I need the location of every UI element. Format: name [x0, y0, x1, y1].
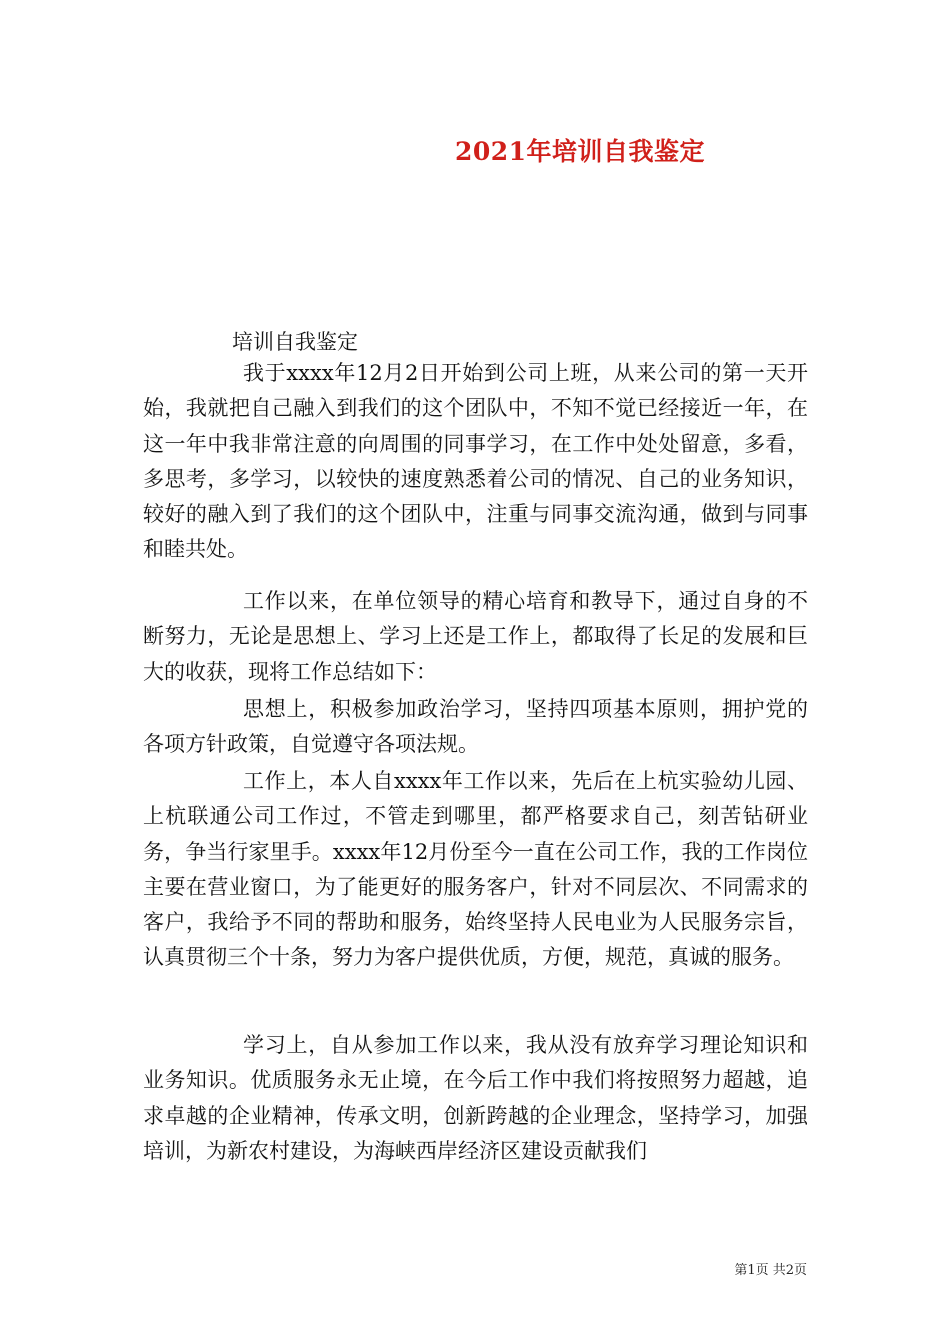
- document-subtitle: 培训自我鉴定: [232, 330, 358, 354]
- page-number: 第1页 共2页: [734, 1263, 807, 1278]
- paragraph-work: 工作上，本人自xxxx年工作以来，先后在上杭实验幼儿园、上杭联通公司工作过，不管走到哪里，都严格要求自己，刻苦钻研业务，争当行家里手。xxxx年12月份至今一直在公司工作，我的工作岗位主要在营业窗口，为了能更好的服务客户，针对不同层次、不同需求的客户，我给予不同的帮助和服务，始终坚持人民电业为人民服务宗旨，认真贯彻三个十条，努力为客户提供优质，方便，规范，真诚的服务。: [143, 769, 808, 970]
- paragraph-overview: 工作以来，在单位领导的精心培育和教导下，通过自身的不断努力，无论是思想上、学习上还是工作上，都取得了长足的发展和巨大的收获，现将工作总结如下：: [143, 589, 808, 684]
- paragraph-thought: 思想上，积极参加政治学习，坚持四项基本原则，拥护党的各项方针政策，自觉遵守各项法规。: [143, 697, 808, 757]
- document-title: 2021年培训自我鉴定: [454, 137, 706, 166]
- paragraph-study: 学习上，自从参加工作以来，我从没有放弃学习理论知识和业务知识。优质服务永无止境，在今后工作中我们将按照努力超越，追求卓越的企业精神，传承文明，创新跨越的企业理念，坚持学习，加强培训，为新农村建设，为海峡西岸经济区建设贡献我们: [143, 1033, 808, 1163]
- paragraph-intro: 我于xxxx年12月2日开始到公司上班，从来公司的第一天开始，我就把自己融入到我们的这个团队中，不知不觉已经接近一年，在这一年中我非常注意的向周围的同事学习，在工作中处处留意，多看，多思考，多学习，以较快的速度熟悉着公司的情况、自己的业务知识，较好的融入到了我们的这个团队中，注重与同事交流沟通，做到与同事和睦共处。: [143, 361, 808, 562]
